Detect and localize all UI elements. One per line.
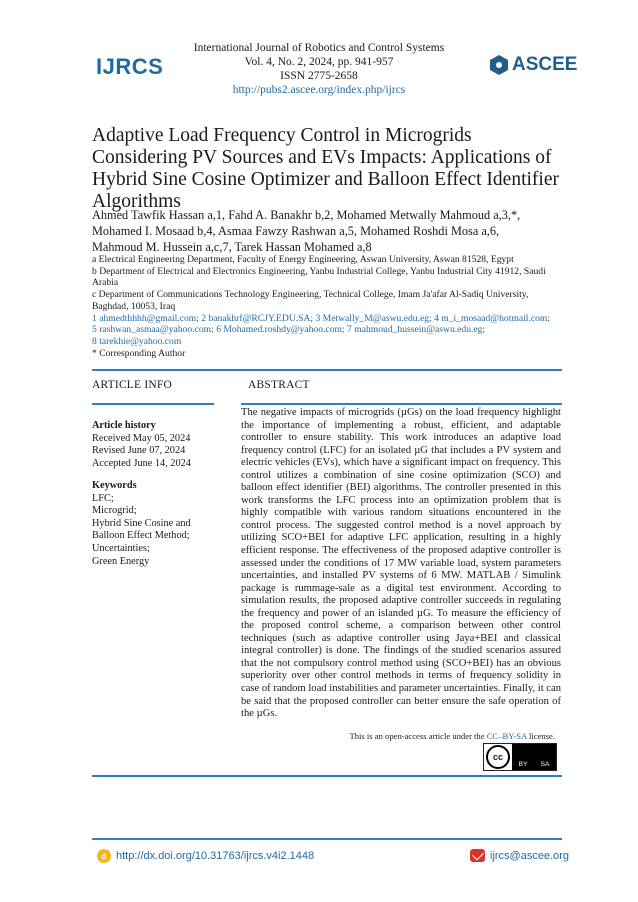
article-title: Adaptive Load Frequency Control in Microgrids Considering PV Sources and EVs Impacts: Applications of Hybrid Sine Cosine Optimizer and Balloon Effect Identifier Algorithms — [92, 125, 559, 212]
article-history — [92, 420, 220, 470]
revised-date: Revised June 07, 2024 — [92, 445, 186, 457]
affiliation-a: a Electrical Engineering Department, Faculty of Energy Engineering, Aswan University, Aswan 81528, Egypt — [92, 254, 514, 265]
affiliations — [92, 254, 562, 359]
doi-icon: d — [97, 849, 111, 863]
author-emails-1[interactable]: 1 ahmedthhhh@gmail.com; 2 banakhrf@RCJY.EDU.SA; 3 Metwally_M@aswu.edu.eg; 4 m_i_mosaad@hotmail.com; — [92, 312, 551, 324]
license-prefix: This is an open-access article under the — [349, 731, 485, 741]
cc-by-sa-link[interactable]: CC–BY-SA — [486, 731, 527, 741]
journal-name: International Journal of Robotics and Control Systems — [193, 42, 445, 54]
author-emails-2[interactable]: 5 rashwan_asmaa@yahoo.com; 6 Mohamed.roshdy@yahoo.com; 7 mahmoud_hussein@aswu.edu.eg; — [92, 324, 486, 336]
authors-line-2: Mohamed I. Mosaad b,4, Asmaa Fawzy Rashwan a,5, Mohamed Roshdi Mosa a,6, — [92, 224, 500, 238]
journal-header — [150, 41, 488, 97]
author-list — [92, 207, 562, 255]
journal-volume: Vol. 4, No. 2, 2024, pp. 941-957 — [244, 56, 394, 68]
keywords-block — [92, 480, 220, 568]
article-info-heading: ARTICLE INFO — [92, 379, 172, 391]
cc-sa-label: SA — [540, 761, 550, 768]
footer-rule — [92, 838, 562, 840]
received-date: Received May 05, 2024 — [92, 432, 191, 444]
abstract-rule — [241, 403, 562, 405]
footer-doi[interactable] — [97, 849, 314, 863]
footer-email[interactable] — [470, 849, 569, 862]
keyword-item: Green Energy — [92, 555, 150, 567]
ascee-logo — [490, 54, 577, 76]
keyword-item: Microgrid; — [92, 505, 137, 517]
abstract-text: The negative impacts of microgrids (µGs) on the load frequency highlight the importance of implementing a robust, efficient, and adaptable controller to ensure stability. This work introduces an adaptive load frequency control (LFC) for an isolated µG that includes a PV system and electric vehicles (EVs), which have a significant impact on frequency. This control utilizes a combination of sine cosine optimization (SCO) and balloon effect identifier (BEI) algorithms. The controller presented in this work transforms the LFC process into an optimization problem that is highly compatible with various random situations encountered in the control process. The suggested control method is a novel approach by utilizing SCO+BEI for adaptive LFC application, resulting in a highly efficient response. The effectiveness of the proposed adaptive controller is assessed under the conditions of 17 MW variable load, system parameters uncertainties, and installed PV systems of 6 MW. MATLAB / Simulink package is rummage-sale as a digital test environment. According to simulation results, the proposed adaptive controller succeeds in regulating the frequency and power of an islanded µG. To measure the efficiency of the proposed control scheme, a comparison between other control techniques (such as adaptive controller using Jaya+BEI and classical integral controller) is done. The findings of the studied scenarios assured that the not compulsory control method using (SCO+BEI) has an obvious superiority over other control methods in terms of frequency solidity in case of random load instabilities and parameter uncertainties. Finally, it can be said that the proposed controller can better ensure the safe operation of the µGs. — [241, 407, 561, 720]
license-suffix: license. — [528, 731, 555, 741]
keyword-item: Uncertainties; — [92, 542, 150, 554]
cc-by-label: BY — [518, 761, 528, 768]
abstract-heading: ABSTRACT — [248, 379, 310, 391]
affiliation-b: b Department of Electrical and Electronics Engineering, Yanbu Industrial College, Yanbu Industrial City 41912, Saudi Arabia — [92, 265, 546, 289]
journal-email-link[interactable]: ijrcs@ascee.org — [490, 849, 570, 862]
article-info-rule — [92, 403, 214, 405]
authors-line-3: Mahmoud M. Hussein a,c,7, Tarek Hassan Mohamed a,8 — [92, 240, 372, 254]
authors-line-1: Ahmed Tawfik Hassan a,1, Fahd A. Banakhr b,2, Mohamed Metwally Mahmoud a,3,*, — [92, 208, 521, 222]
author-emails-3[interactable]: 8 tarekhie@yahoo.com — [92, 335, 182, 347]
affiliation-c: c Department of Communications Technology Engineering, Technical College, Imam Ja'afar Al-Sadiq University, Baghdad, 10053, Iraq — [92, 289, 529, 312]
ascee-logo-text: ASCEE — [512, 54, 578, 75]
keyword-item: Hybrid Sine Cosine and Balloon Effect Method; — [92, 517, 191, 542]
journal-logo-ijrcs: IJRCS — [96, 54, 164, 79]
journal-issn: ISSN 2775-2658 — [280, 70, 358, 82]
bottom-section-rule — [92, 775, 562, 777]
doi-link[interactable]: http://dx.doi.org/10.31763/ijrcs.v4i2.1448 — [116, 850, 315, 862]
accepted-date: Accepted June 14, 2024 — [92, 457, 191, 469]
keyword-item: LFC; — [92, 492, 114, 504]
email-icon — [470, 849, 485, 862]
ascee-hexagon-icon — [490, 55, 508, 75]
license-statement — [241, 731, 555, 741]
top-section-rule — [92, 369, 562, 371]
cc-by-sa-badge-icon[interactable] — [483, 743, 557, 771]
keywords-heading: Keywords — [92, 480, 137, 491]
journal-url-link[interactable]: http://pubs2.ascee.org/index.php/ijrcs — [232, 84, 406, 96]
article-history-heading: Article history — [92, 420, 156, 431]
corresponding-author-note: * Corresponding Author — [92, 347, 186, 359]
cc-logo-icon: cc — [486, 745, 510, 769]
